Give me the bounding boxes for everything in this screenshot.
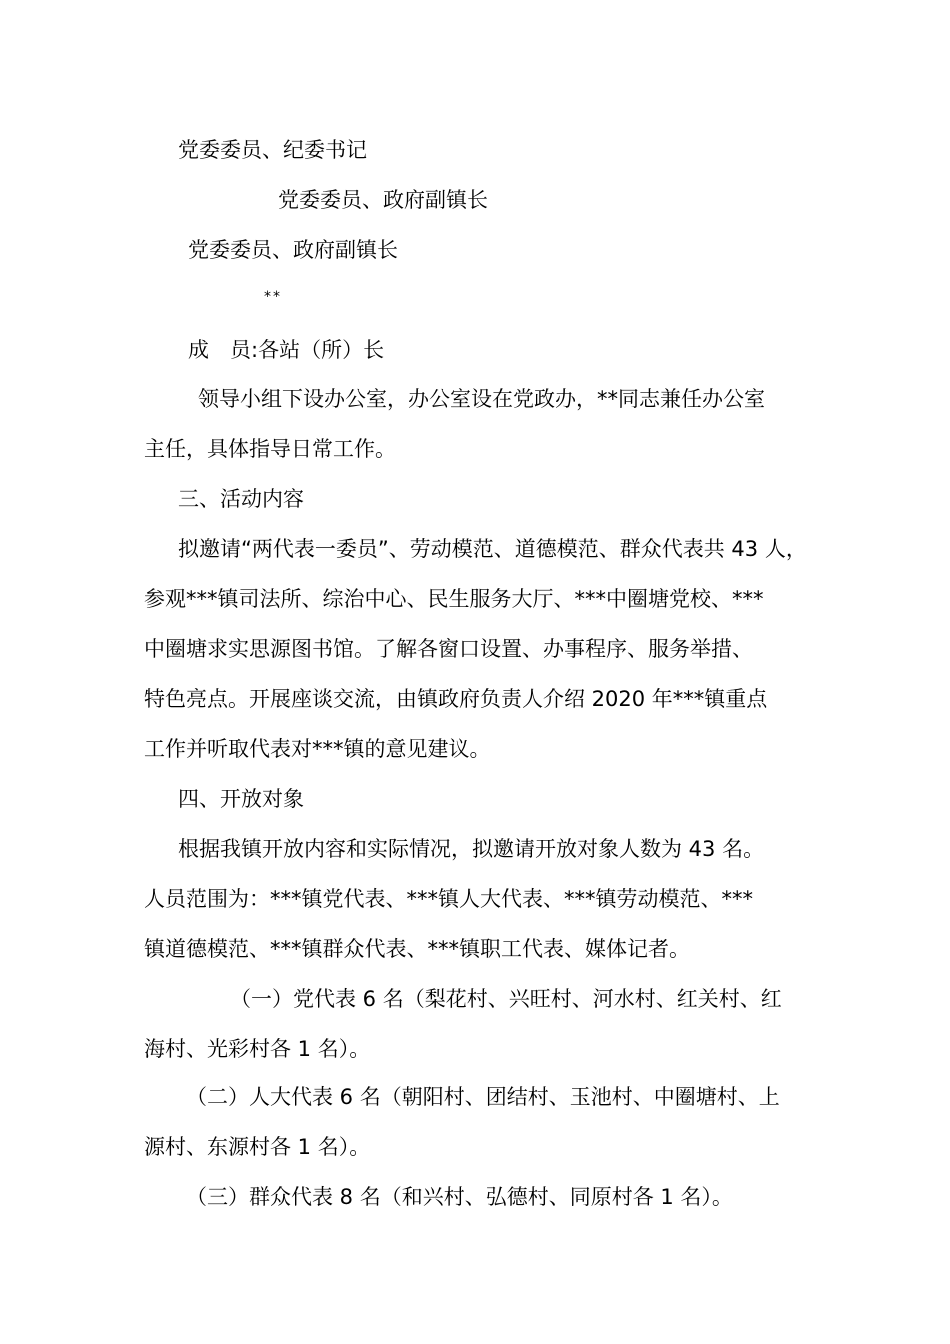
item-1-line-1: （一）党代表 6 名（梨花村、兴旺村、河水村、红关村、红 <box>230 987 782 1011</box>
section-heading-audience: 四、开放对象 <box>178 787 304 811</box>
masked-name: ** <box>264 289 282 305</box>
section-heading-activities: 三、活动内容 <box>178 487 304 511</box>
member-title-line-3: 党委委员、政府副镇长 <box>188 238 398 262</box>
activities-paragraph-line-5: 工作并听取代表对***镇的意见建议。 <box>144 737 491 761</box>
audience-paragraph-line-1: 根据我镇开放内容和实际情况，拟邀请开放对象人数为 43 名。 <box>178 837 765 861</box>
office-paragraph-line-1: 领导小组下设办公室，办公室设在党政办，**同志兼任办公室 <box>198 387 765 411</box>
item-3-line-1: （三）群众代表 8 名（和兴村、弘德村、同原村各 1 名）。 <box>186 1185 733 1209</box>
office-paragraph-line-2: 主任，具体指导日常工作。 <box>144 437 396 461</box>
activities-paragraph-line-2: 参观***镇司法所、综治中心、民生服务大厅、***中圈塘党校、*** <box>144 587 764 611</box>
item-2-line-2: 源村、东源村各 1 名）。 <box>144 1135 371 1159</box>
activities-paragraph-line-1: 拟邀请“两代表一委员”、劳动模范、道德模范、群众代表共 43 人， <box>178 537 807 561</box>
member-title-line-1: 党委委员、纪委书记 <box>178 138 367 162</box>
audience-paragraph-line-3: 镇道德模范、***镇群众代表、***镇职工代表、媒体记者。 <box>144 937 690 961</box>
members-line: 成 员:各站（所）长 <box>188 338 385 362</box>
activities-paragraph-line-3: 中圈塘求实思源图书馆。了解各窗口设置、办事程序、服务举措、 <box>144 637 753 661</box>
activities-paragraph-line-4: 特色亮点。开展座谈交流，由镇政府负责人介绍 2020 年***镇重点 <box>144 687 768 711</box>
audience-paragraph-line-2: 人员范围为：***镇党代表、***镇人大代表、***镇劳动模范、*** <box>144 887 753 911</box>
member-title-line-2: 党委委员、政府副镇长 <box>278 188 488 212</box>
item-1-line-2: 海村、光彩村各 1 名）。 <box>144 1037 371 1061</box>
item-2-line-1: （二）人大代表 6 名（朝阳村、团结村、玉池村、中圈塘村、上 <box>186 1085 780 1109</box>
